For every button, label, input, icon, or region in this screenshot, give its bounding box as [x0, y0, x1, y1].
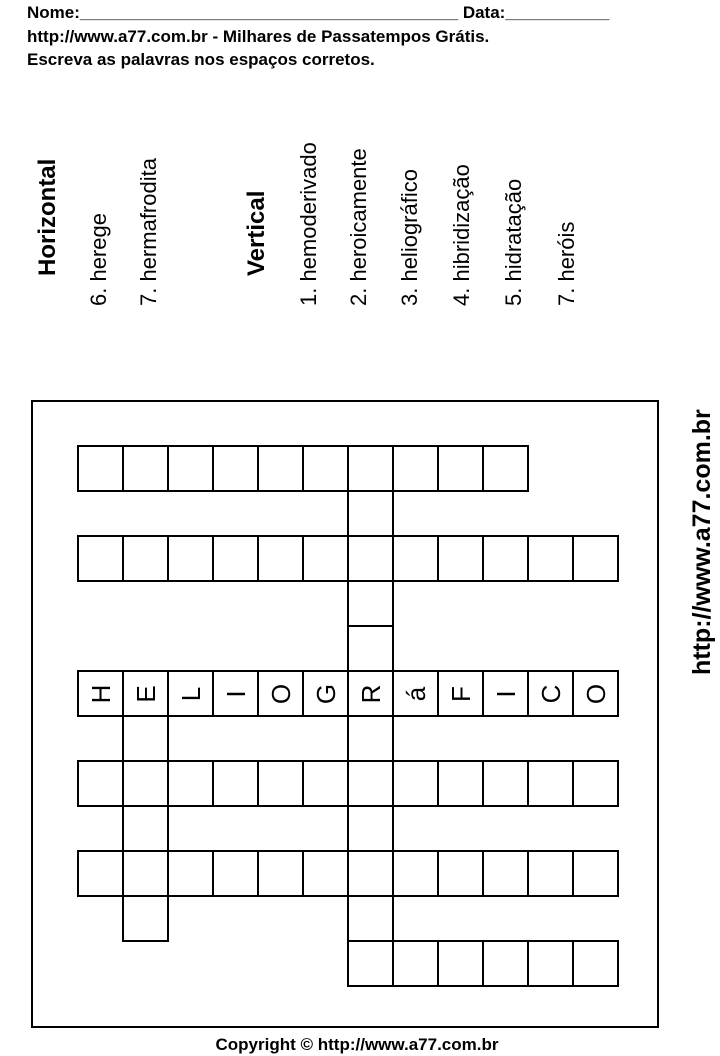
grid-cell[interactable]	[122, 715, 169, 762]
grid-letter: O	[265, 683, 296, 704]
grid-cell[interactable]	[347, 715, 394, 762]
clue-horizontal-7: 7. hermafrodita	[136, 158, 161, 306]
grid-cell[interactable]	[347, 580, 394, 627]
grid-cell[interactable]	[302, 445, 349, 492]
grid-cell[interactable]	[347, 490, 394, 537]
grid-cell[interactable]	[437, 670, 484, 717]
grid-cell[interactable]	[347, 850, 394, 897]
grid-letter: I	[220, 689, 251, 698]
clue-vertical-7: 7. heróis	[554, 221, 579, 306]
grid-cell[interactable]	[437, 445, 484, 492]
grid-cell[interactable]	[347, 760, 394, 807]
grid-letter: R	[355, 684, 386, 703]
grid-letter: O	[580, 683, 611, 704]
grid-cell[interactable]	[347, 670, 394, 717]
grid-cell[interactable]	[302, 670, 349, 717]
instructions: Escreva as palavras nos espaços corretos.	[27, 50, 375, 69]
grid-cell[interactable]	[212, 850, 259, 897]
grid-cell[interactable]	[302, 850, 349, 897]
grid-cell[interactable]	[77, 760, 124, 807]
grid-cell[interactable]	[527, 850, 574, 897]
grid-cell[interactable]	[572, 940, 619, 987]
grid-cell[interactable]	[212, 445, 259, 492]
grid-cell[interactable]	[122, 445, 169, 492]
grid-cell[interactable]	[347, 940, 394, 987]
clue-vertical-5: 5. hidratação	[501, 178, 526, 306]
grid-cell[interactable]	[302, 535, 349, 582]
grid-cell[interactable]	[122, 895, 169, 942]
grid-cell[interactable]	[527, 535, 574, 582]
grid-cell[interactable]	[122, 670, 169, 717]
grid-cell[interactable]	[347, 805, 394, 852]
grid-cell[interactable]	[392, 940, 439, 987]
grid-cell[interactable]	[77, 445, 124, 492]
grid-cell[interactable]	[257, 760, 304, 807]
grid-cell[interactable]	[347, 625, 394, 672]
grid-cell[interactable]	[212, 535, 259, 582]
subtitle: http://www.a77.com.br - Milhares de Passatempos Grátis.	[27, 27, 490, 46]
grid-cell[interactable]	[77, 850, 124, 897]
side-url: http://www.a77.com.br	[688, 409, 716, 675]
grid-letter: F	[445, 685, 476, 702]
grid-cell[interactable]	[482, 445, 529, 492]
grid-cell[interactable]	[482, 850, 529, 897]
grid-cell[interactable]	[212, 670, 259, 717]
grid-letter: E	[130, 684, 161, 703]
grid-cell[interactable]	[572, 850, 619, 897]
grid-cell[interactable]	[167, 670, 214, 717]
grid-cell[interactable]	[167, 760, 214, 807]
grid-cell[interactable]	[347, 445, 394, 492]
grid-cell[interactable]	[572, 535, 619, 582]
grid-cell[interactable]	[77, 670, 124, 717]
grid-cell[interactable]	[482, 670, 529, 717]
grid-cell[interactable]	[437, 760, 484, 807]
grid-cell[interactable]	[122, 760, 169, 807]
grid-cell[interactable]	[527, 760, 574, 807]
footer-copyright: Copyright © http://www.a77.com.br	[215, 1035, 499, 1054]
clue-vertical-1: 1. hemoderivado	[296, 142, 321, 306]
grid-cell[interactable]	[392, 445, 439, 492]
vertical-title: Vertical	[243, 190, 270, 276]
grid-cell[interactable]	[167, 445, 214, 492]
horizontal-title: Horizontal	[34, 158, 61, 276]
grid-cell[interactable]	[257, 850, 304, 897]
grid-cell[interactable]	[122, 805, 169, 852]
grid-letter: L	[175, 686, 206, 701]
grid-cell[interactable]	[257, 445, 304, 492]
grid-cell[interactable]	[122, 850, 169, 897]
grid-letter: H	[85, 684, 116, 703]
grid-cell[interactable]	[437, 535, 484, 582]
grid-cell[interactable]	[302, 760, 349, 807]
name-field-label: Nome:________________________________________	[27, 3, 459, 22]
date-field-label: Data:___________	[462, 3, 610, 22]
grid-cell[interactable]	[257, 670, 304, 717]
grid-cell[interactable]	[212, 760, 259, 807]
grid-letter: á	[400, 686, 431, 701]
grid-letter: I	[490, 689, 521, 698]
grid-cell[interactable]	[572, 760, 619, 807]
grid-cell[interactable]	[482, 760, 529, 807]
clue-vertical-2: 2. heroicamente	[346, 148, 371, 306]
grid-cell[interactable]	[167, 535, 214, 582]
grid-cell[interactable]	[437, 850, 484, 897]
name-date-line	[27, 3, 609, 23]
grid-cell[interactable]	[527, 940, 574, 987]
grid-letter: C	[535, 684, 566, 703]
clue-horizontal-6: 6. herege	[86, 213, 111, 306]
grid-cell[interactable]	[77, 535, 124, 582]
grid-cell[interactable]	[347, 895, 394, 942]
grid-cell[interactable]	[482, 940, 529, 987]
grid-cell[interactable]	[572, 670, 619, 717]
grid-cell[interactable]	[392, 850, 439, 897]
grid-cell[interactable]	[167, 850, 214, 897]
grid-cell[interactable]	[482, 535, 529, 582]
grid-cell[interactable]	[392, 535, 439, 582]
grid-cell[interactable]	[392, 670, 439, 717]
grid-cell[interactable]	[257, 535, 304, 582]
grid-cell[interactable]	[392, 760, 439, 807]
clue-vertical-4: 4. hibridização	[449, 164, 474, 306]
grid-cell[interactable]	[527, 670, 574, 717]
grid-letter: G	[310, 683, 341, 704]
grid-cell[interactable]	[437, 940, 484, 987]
grid-cell[interactable]	[122, 535, 169, 582]
grid-cell[interactable]	[347, 535, 394, 582]
clue-vertical-3: 3. heliográfico	[397, 169, 422, 306]
